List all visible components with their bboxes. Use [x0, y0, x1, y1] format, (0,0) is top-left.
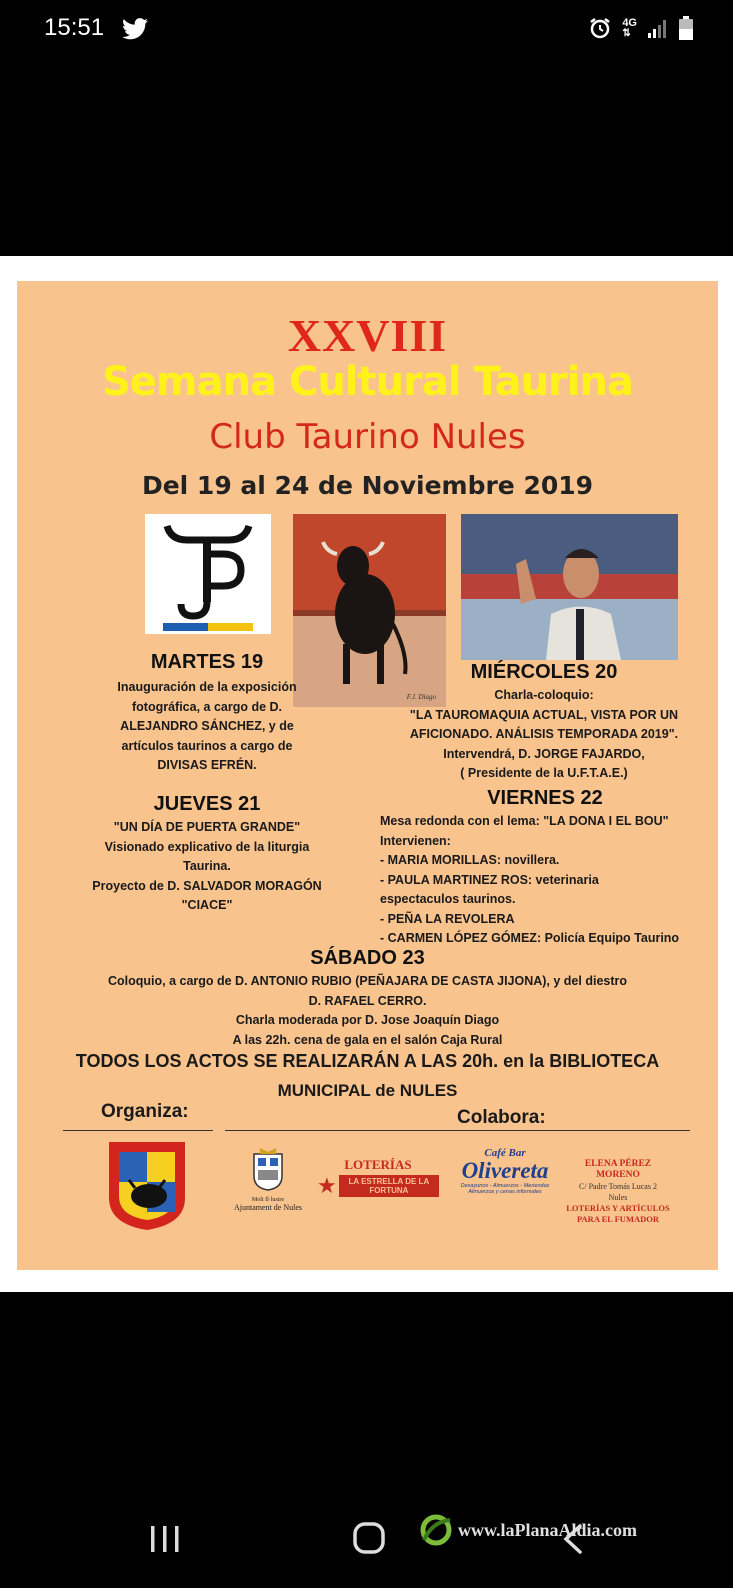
recent-apps-icon[interactable] — [148, 1524, 182, 1554]
loterias-title: LOTERÍAS — [344, 1157, 412, 1172]
jueves-line: Proyecto de D. SALVADOR MORAGÓN — [92, 878, 322, 893]
tp-brand-logo — [145, 514, 271, 634]
alarm-icon — [588, 16, 612, 40]
elena-perez-logo — [563, 1159, 673, 1225]
navigation-bar — [0, 1488, 733, 1588]
cafe-name: Olivereta — [461, 1158, 549, 1183]
colabora-label: Colabora: — [457, 1107, 546, 1128]
miercoles-line: AFICIONADO. ANÁLISIS TEMPORADA 2019". — [409, 727, 679, 741]
cafe-olivereta-logo — [445, 1147, 565, 1195]
watermark-text: www.laPlanaAldia.com — [458, 1519, 638, 1540]
sabado-line: D. RAFAEL CERRO. — [308, 993, 427, 1008]
loterias-subtitle: LA ESTRELLA DE LA FORTUNA — [339, 1175, 439, 1197]
edition-number: XXVIII — [287, 310, 448, 361]
martes-line: ALEJANDRO SÁNCHEZ, y de — [120, 719, 294, 733]
all-events-location: MUNICIPAL de NULES — [277, 1081, 458, 1100]
sabado-line: Charla moderada por D. Jose Joaquín Diago — [235, 1013, 500, 1027]
jueves-section — [57, 793, 357, 916]
laplanaaldia-logo-icon — [418, 1514, 454, 1546]
elena-name: ELENA PÉREZ MORENO — [584, 1159, 652, 1180]
elena-city: Nules — [608, 1193, 628, 1202]
sabado-title: SÁBADO 23 — [310, 947, 425, 969]
martes-title: MARTES 19 — [150, 651, 264, 673]
viernes-line: espectaculos taurinos. — [380, 892, 516, 906]
ajuntament-caption-1: Molt Il·lustre — [251, 1197, 285, 1203]
jueves-line: "CIACE" — [181, 898, 233, 912]
poster-title: Semana Cultural Taurina — [101, 359, 633, 405]
miercoles-line: Charla-coloquio: — [494, 688, 594, 702]
elena-business-1: LOTERÍAS Y ARTÍCULOS — [566, 1203, 670, 1213]
signal-icon — [647, 17, 669, 39]
network-type: 4G ⇅ — [622, 16, 637, 39]
martes-line: fotográfica, a cargo de D. — [131, 699, 283, 714]
martes-section — [57, 651, 357, 776]
jueves-line: Taurina. — [183, 859, 231, 873]
loterias-logo — [317, 1157, 439, 1197]
star-icon: ★ — [317, 1173, 337, 1198]
status-bar — [0, 0, 733, 60]
photo-credit: F.J. Diago — [406, 693, 436, 701]
jueves-line: Visionado explicativo de la liturgia — [104, 839, 310, 854]
cafe-label: Café Bar — [484, 1147, 526, 1159]
cafe-tagline-1: Desayunos - Almuerzos - Meriendas — [460, 1183, 550, 1189]
ajuntament-logo — [222, 1146, 314, 1212]
event-dates: Del 19 al 24 de Noviembre 2019 — [141, 471, 594, 500]
sabado-section — [57, 947, 678, 1050]
viernes-line: Intervienen: — [380, 833, 451, 848]
sabado-line: A las 22h. cena de gala en el salón Caja Rural — [232, 1032, 503, 1047]
club-name: Club Taurino Nules — [209, 417, 526, 457]
miercoles-line: Intervendrá, D. JORGE FAJARDO, — [443, 746, 645, 761]
ajuntament-caption-2: Ajuntament de Nules — [234, 1203, 302, 1212]
event-poster[interactable] — [17, 281, 718, 1270]
organiza-label: Organiza: — [101, 1101, 189, 1122]
ajuntament-shield-icon — [250, 1146, 286, 1192]
torero-photo — [461, 514, 678, 660]
miercoles-title: MIÉRCOLES 20 — [470, 661, 618, 683]
martes-line: Inauguración de la exposición — [117, 680, 297, 694]
viernes-line: - MARIA MORILLAS: novillera. — [380, 853, 560, 867]
jueves-line: "UN DÍA DE PUERTA GRANDE" — [113, 820, 301, 834]
laplanaaldia-watermark — [418, 1514, 637, 1546]
martes-line: DIVISAS EFRÉN. — [157, 758, 257, 772]
status-time: 15:51 — [44, 14, 105, 41]
viernes-line: - PAULA MARTINEZ ROS: veterinaria — [380, 872, 599, 887]
viernes-line: - CARMEN LÓPEZ GÓMEZ: Policía Equipo Taurino — [380, 931, 680, 945]
home-icon[interactable] — [352, 1521, 386, 1555]
battery-icon — [679, 16, 693, 40]
miercoles-line: ( Presidente de la U.F.T.A.E.) — [460, 766, 628, 780]
viernes-title: VIERNES 22 — [487, 787, 603, 809]
organiza-divider — [63, 1130, 213, 1131]
cafe-tagline-2: Almuerzos y cenas informales — [468, 1189, 542, 1195]
viernes-section — [380, 787, 710, 949]
jueves-title: JUEVES 21 — [153, 793, 261, 815]
miercoles-line: "LA TAUROMAQUIA ACTUAL, VISTA POR UN — [409, 707, 679, 722]
all-events-note: TODOS LOS ACTOS SE REALIZARÁN A LAS 20h. en la BIBLIOTECA — [75, 1051, 660, 1071]
martes-line: artículos taurinos a cargo de — [121, 738, 293, 753]
sabado-line: Coloquio, a cargo de D. ANTONIO RUBIO (PEÑAJARA DE CASTA JIJONA), y del diestro — [107, 974, 628, 988]
viernes-line: - PEÑA LA REVOLERA — [380, 911, 515, 926]
viernes-line: Mesa redonda con el lema: "LA DONA I EL BOU" — [380, 814, 669, 828]
colabora-divider — [225, 1130, 690, 1131]
elena-business-2: PARA EL FUMADOR — [576, 1214, 659, 1224]
twitter-icon — [122, 18, 148, 40]
elena-address: C/ Padre Tomás Lucas 2 — [579, 1182, 657, 1191]
club-crest-logo — [105, 1138, 189, 1232]
miercoles-section — [385, 661, 703, 784]
